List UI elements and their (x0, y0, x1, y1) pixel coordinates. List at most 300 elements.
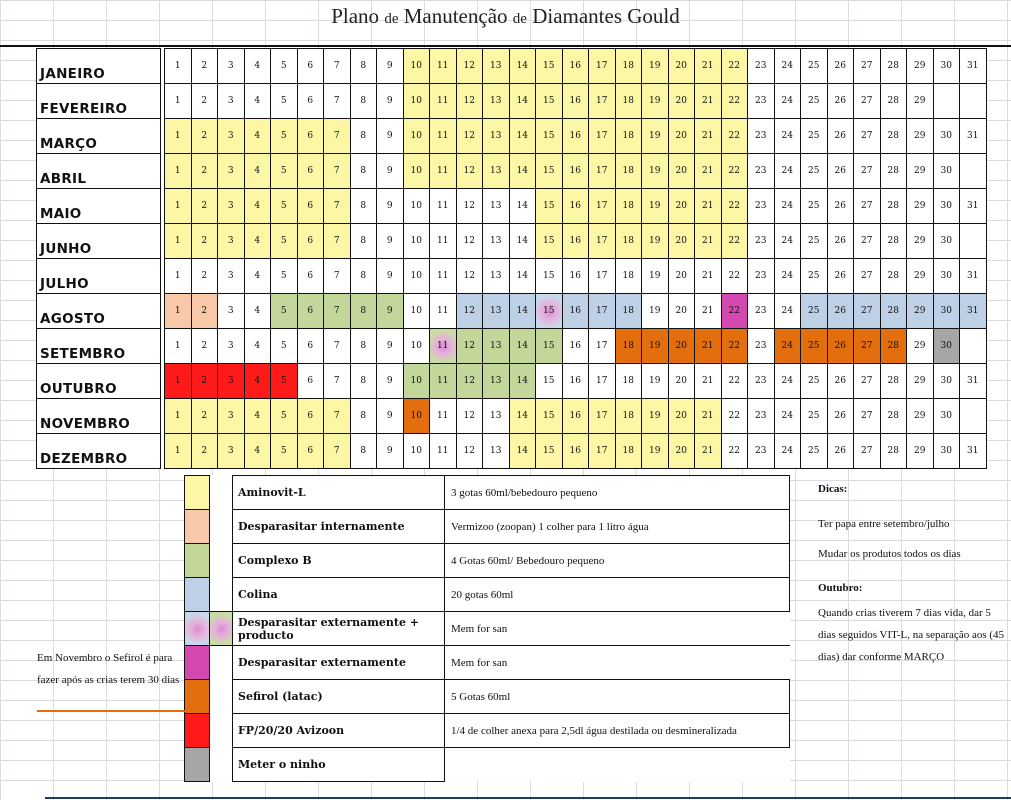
day-cell: 26 (827, 189, 854, 224)
day-cell: 6 (297, 224, 324, 259)
day-cell: 9 (377, 84, 404, 119)
day-cell: 5 (271, 259, 298, 294)
day-cell: 25 (801, 154, 828, 189)
day-cell: 20 (668, 259, 695, 294)
day-cell: 3 (218, 189, 245, 224)
title-word: Manutenção (403, 4, 508, 28)
day-cell: 20 (668, 434, 695, 469)
day-cell: 9 (377, 49, 404, 84)
day-cell: 1 (165, 154, 192, 189)
sefirol-side-note: Em Novembro o Sefirol é para fazer após as crias terem 30 dias (37, 652, 180, 686)
day-cell: 12 (456, 364, 483, 399)
legend-spacer (210, 578, 233, 612)
day-cell: 11 (430, 434, 457, 469)
day-cell: 27 (854, 294, 881, 329)
day-cell: 23 (748, 84, 775, 119)
day-cell: 16 (562, 224, 589, 259)
legend-swatch-desparasitar-int (185, 510, 210, 544)
day-cell: 14 (509, 119, 536, 154)
day-cell: 19 (642, 434, 669, 469)
day-cell: 31 (960, 364, 987, 399)
day-cell: 23 (748, 399, 775, 434)
legend-label: Colina (233, 578, 445, 612)
day-cell: 23 (748, 294, 775, 329)
day-cell: 21 (695, 364, 722, 399)
legend-desc: 20 gotas 60ml (445, 578, 790, 612)
day-cell: 11 (430, 84, 457, 119)
legend-row (185, 612, 790, 646)
title-word: Diamantes Gould (532, 4, 680, 28)
day-cell: 28 (880, 189, 907, 224)
day-cell: 9 (377, 329, 404, 364)
day-cell: 7 (324, 224, 351, 259)
day-cell: 5 (271, 364, 298, 399)
day-cell: 18 (615, 364, 642, 399)
day-cell: 4 (244, 84, 271, 119)
month-label: SETEMBRO (37, 329, 161, 364)
legend-label: Desparasitar internamente (233, 510, 445, 544)
day-cell: 3 (218, 259, 245, 294)
day-cell: 29 (907, 84, 934, 119)
day-cell: 29 (907, 434, 934, 469)
day-cell: 15 (536, 294, 563, 329)
day-cell: 9 (377, 294, 404, 329)
day-cell: 9 (377, 224, 404, 259)
day-cell: 12 (456, 49, 483, 84)
day-cell: 9 (377, 189, 404, 224)
day-cell: 11 (430, 154, 457, 189)
legend-swatch-colina (185, 578, 210, 612)
legend-empty (445, 748, 790, 782)
legend-row (185, 544, 790, 578)
day-cell: 25 (801, 329, 828, 364)
day-cell: 14 (509, 224, 536, 259)
day-cell: 16 (562, 119, 589, 154)
day-cell: 10 (403, 49, 430, 84)
day-cell: 3 (218, 364, 245, 399)
day-cell: 8 (350, 364, 377, 399)
day-cell: 22 (721, 329, 748, 364)
day-cell: 2 (191, 364, 218, 399)
day-cell: 27 (854, 364, 881, 399)
day-cell: 8 (350, 399, 377, 434)
legend-swatch-aminovit (185, 476, 210, 510)
day-cell: 14 (509, 259, 536, 294)
day-cell: 5 (271, 189, 298, 224)
tip-item: Ter papa entre setembro/julho (818, 518, 950, 530)
day-cell: 28 (880, 399, 907, 434)
day-cell: 17 (589, 259, 616, 294)
day-cell: 14 (509, 434, 536, 469)
day-cell: 18 (615, 49, 642, 84)
day-cell: 22 (721, 119, 748, 154)
day-cell: 1 (165, 224, 192, 259)
day-cell: 10 (403, 84, 430, 119)
day-cell: 1 (165, 364, 192, 399)
side-note-underline (37, 710, 185, 712)
day-cell: 7 (324, 399, 351, 434)
day-cell: 6 (297, 364, 324, 399)
legend-spacer (210, 476, 233, 510)
day-cell: 12 (456, 434, 483, 469)
day-cell: 5 (271, 49, 298, 84)
day-cell: 9 (377, 154, 404, 189)
day-cell: 13 (483, 434, 510, 469)
day-cell: 2 (191, 49, 218, 84)
day-cell: 2 (191, 294, 218, 329)
legend-row (185, 476, 790, 510)
calendar-row (37, 49, 987, 84)
day-cell: 5 (271, 154, 298, 189)
day-cell: 1 (165, 189, 192, 224)
day-cell: 15 (536, 434, 563, 469)
day-cell: 21 (695, 434, 722, 469)
day-cell: 17 (589, 364, 616, 399)
day-cell: 27 (854, 329, 881, 364)
legend-table (184, 475, 790, 782)
day-cell: 26 (827, 154, 854, 189)
day-cell: 13 (483, 329, 510, 364)
day-cell: 10 (403, 364, 430, 399)
day-cell: 18 (615, 119, 642, 154)
day-cell: 28 (880, 294, 907, 329)
day-cell: 16 (562, 364, 589, 399)
day-cell: 7 (324, 434, 351, 469)
day-cell: 2 (191, 434, 218, 469)
day-cell: 1 (165, 49, 192, 84)
day-cell: 27 (854, 119, 881, 154)
day-cell: 24 (774, 119, 801, 154)
day-cell: 19 (642, 364, 669, 399)
day-cell: 31 (960, 294, 987, 329)
calendar-row (37, 399, 987, 434)
day-cell: 4 (244, 399, 271, 434)
day-cell: 8 (350, 434, 377, 469)
day-cell: 19 (642, 259, 669, 294)
day-cell: 1 (165, 84, 192, 119)
day-cell: 18 (615, 84, 642, 119)
day-cell: 7 (324, 189, 351, 224)
day-cell: 19 (642, 84, 669, 119)
day-cell: 27 (854, 399, 881, 434)
legend-label: FP/20/20 Avizoon (233, 714, 445, 748)
day-cell: 21 (695, 49, 722, 84)
day-cell: 18 (615, 154, 642, 189)
day-cell: 27 (854, 224, 881, 259)
day-cell: 2 (191, 259, 218, 294)
day-cell: 25 (801, 224, 828, 259)
day-cell: 6 (297, 434, 324, 469)
day-cell: 20 (668, 294, 695, 329)
day-cell: 26 (827, 84, 854, 119)
day-cell: 11 (430, 294, 457, 329)
day-cell: 13 (483, 399, 510, 434)
day-cell: 27 (854, 49, 881, 84)
day-cell: 7 (324, 154, 351, 189)
day-cell: 15 (536, 154, 563, 189)
month-label: MAIO (37, 189, 161, 224)
month-label: NOVEMBRO (37, 399, 161, 434)
day-cell: 29 (907, 364, 934, 399)
top-divider (0, 45, 1011, 47)
day-cell: 26 (827, 399, 854, 434)
day-cell: 8 (350, 49, 377, 84)
day-cell: 4 (244, 119, 271, 154)
maintenance-calendar (36, 48, 987, 469)
day-cell: 30 (933, 119, 960, 154)
legend-label: Complexo B (233, 544, 445, 578)
day-cell: 21 (695, 259, 722, 294)
legend-spacer (210, 646, 233, 680)
day-cell: 18 (615, 294, 642, 329)
day-cell: 7 (324, 294, 351, 329)
legend-label: Meter o ninho (233, 748, 445, 782)
day-cell: 25 (801, 259, 828, 294)
day-cell: 24 (774, 49, 801, 84)
day-cell: 13 (483, 294, 510, 329)
day-cell: 17 (589, 399, 616, 434)
day-cell: 10 (403, 119, 430, 154)
legend-desc: 1/4 de colher anexa para 2,5dl água destilada ou desmineralizada (445, 714, 790, 748)
day-cell: 4 (244, 49, 271, 84)
day-cell: 17 (589, 224, 616, 259)
day-cell: 19 (642, 189, 669, 224)
october-title: Outubro: (818, 582, 863, 594)
day-cell: 23 (748, 329, 775, 364)
legend-label: Desparasitar externamente + producto (233, 612, 445, 646)
day-cell (960, 224, 987, 259)
day-cell: 30 (933, 189, 960, 224)
day-cell: 31 (960, 434, 987, 469)
day-cell: 26 (827, 364, 854, 399)
day-cell: 10 (403, 224, 430, 259)
legend-spacer (210, 680, 233, 714)
day-cell: 28 (880, 259, 907, 294)
month-label: ABRIL (37, 154, 161, 189)
day-cell: 30 (933, 399, 960, 434)
day-cell: 30 (933, 294, 960, 329)
day-cell: 2 (191, 154, 218, 189)
day-cell: 18 (615, 224, 642, 259)
day-cell: 10 (403, 189, 430, 224)
day-cell: 18 (615, 329, 642, 364)
day-cell: 30 (933, 49, 960, 84)
day-cell: 24 (774, 364, 801, 399)
day-cell: 6 (297, 119, 324, 154)
day-cell: 6 (297, 294, 324, 329)
day-cell: 28 (880, 329, 907, 364)
day-cell: 12 (456, 84, 483, 119)
day-cell: 12 (456, 224, 483, 259)
calendar-row (37, 119, 987, 154)
day-cell: 6 (297, 399, 324, 434)
day-cell: 10 (403, 329, 430, 364)
day-cell: 17 (589, 119, 616, 154)
day-cell: 31 (960, 49, 987, 84)
day-cell: 19 (642, 49, 669, 84)
day-cell: 6 (297, 189, 324, 224)
day-cell: 22 (721, 189, 748, 224)
day-cell: 25 (801, 119, 828, 154)
day-cell: 20 (668, 189, 695, 224)
day-cell: 20 (668, 154, 695, 189)
day-cell: 26 (827, 49, 854, 84)
day-cell: 3 (218, 49, 245, 84)
legend-desc: Vermizoo (zoopan) 1 colher para 1 litro água (445, 510, 790, 544)
day-cell: 10 (403, 294, 430, 329)
day-cell: 26 (827, 329, 854, 364)
tips-title: Dicas: (818, 483, 848, 495)
day-cell: 1 (165, 434, 192, 469)
day-cell: 22 (721, 399, 748, 434)
day-cell: 4 (244, 364, 271, 399)
day-cell: 11 (430, 399, 457, 434)
month-label: DEZEMBRO (37, 434, 161, 469)
day-cell: 5 (271, 434, 298, 469)
day-cell: 23 (748, 154, 775, 189)
day-cell: 21 (695, 224, 722, 259)
day-cell: 6 (297, 329, 324, 364)
day-cell: 29 (907, 224, 934, 259)
day-cell: 20 (668, 399, 695, 434)
day-cell: 13 (483, 259, 510, 294)
day-cell: 29 (907, 399, 934, 434)
day-cell: 23 (748, 189, 775, 224)
day-cell: 21 (695, 119, 722, 154)
day-cell: 12 (456, 294, 483, 329)
day-cell: 5 (271, 399, 298, 434)
day-cell: 3 (218, 84, 245, 119)
day-cell: 28 (880, 119, 907, 154)
day-cell: 25 (801, 294, 828, 329)
day-cell: 24 (774, 434, 801, 469)
day-cell: 13 (483, 224, 510, 259)
day-cell: 21 (695, 189, 722, 224)
day-cell: 27 (854, 434, 881, 469)
day-cell: 6 (297, 154, 324, 189)
day-cell: 3 (218, 329, 245, 364)
day-cell: 30 (933, 259, 960, 294)
day-cell: 12 (456, 399, 483, 434)
day-cell: 1 (165, 399, 192, 434)
month-label: FEVEREIRO (37, 84, 161, 119)
day-cell: 29 (907, 119, 934, 154)
day-cell: 28 (880, 434, 907, 469)
day-cell: 6 (297, 259, 324, 294)
day-cell: 17 (589, 49, 616, 84)
day-cell: 24 (774, 294, 801, 329)
day-cell: 4 (244, 329, 271, 364)
day-cell: 13 (483, 49, 510, 84)
day-cell: 7 (324, 364, 351, 399)
day-cell: 17 (589, 189, 616, 224)
day-cell: 23 (748, 49, 775, 84)
day-cell (933, 84, 960, 119)
day-cell: 30 (933, 154, 960, 189)
day-cell: 16 (562, 84, 589, 119)
day-cell: 31 (960, 119, 987, 154)
day-cell: 29 (907, 329, 934, 364)
day-cell: 8 (350, 119, 377, 154)
day-cell: 1 (165, 119, 192, 154)
legend-swatch-fp (185, 714, 210, 748)
day-cell: 16 (562, 399, 589, 434)
day-cell: 2 (191, 399, 218, 434)
day-cell: 12 (456, 189, 483, 224)
day-cell: 28 (880, 154, 907, 189)
day-cell: 20 (668, 329, 695, 364)
day-cell: 4 (244, 189, 271, 224)
day-cell: 14 (509, 189, 536, 224)
day-cell: 4 (244, 434, 271, 469)
day-cell: 10 (403, 399, 430, 434)
day-cell: 12 (456, 154, 483, 189)
legend-spacer (210, 714, 233, 748)
calendar-row (37, 84, 987, 119)
day-cell: 21 (695, 399, 722, 434)
legend-label: Aminovit-L (233, 476, 445, 510)
day-cell: 14 (509, 294, 536, 329)
day-cell: 17 (589, 434, 616, 469)
day-cell: 3 (218, 434, 245, 469)
legend-swatch-complexo-b (185, 544, 210, 578)
calendar-row (37, 294, 987, 329)
day-cell: 17 (589, 154, 616, 189)
day-cell: 22 (721, 84, 748, 119)
day-cell: 15 (536, 49, 563, 84)
day-cell: 12 (456, 119, 483, 154)
day-cell: 21 (695, 84, 722, 119)
day-cell: 13 (483, 189, 510, 224)
day-cell: 8 (350, 294, 377, 329)
day-cell: 4 (244, 259, 271, 294)
title-word: de (512, 11, 527, 27)
day-cell: 15 (536, 399, 563, 434)
day-cell: 9 (377, 434, 404, 469)
day-cell: 5 (271, 224, 298, 259)
day-cell: 27 (854, 154, 881, 189)
day-cell: 24 (774, 84, 801, 119)
day-cell: 11 (430, 329, 457, 364)
calendar-row (37, 434, 987, 469)
day-cell: 26 (827, 294, 854, 329)
month-label: MARÇO (37, 119, 161, 154)
day-cell: 30 (933, 224, 960, 259)
title-word: de (384, 11, 399, 27)
day-cell: 16 (562, 189, 589, 224)
month-label: JANEIRO (37, 49, 161, 84)
day-cell: 19 (642, 224, 669, 259)
day-cell: 22 (721, 294, 748, 329)
day-cell: 8 (350, 189, 377, 224)
day-cell: 28 (880, 224, 907, 259)
day-cell: 21 (695, 294, 722, 329)
day-cell: 11 (430, 259, 457, 294)
day-cell: 22 (721, 259, 748, 294)
legend-label: Desparasitar externamente (233, 646, 445, 680)
day-cell: 15 (536, 84, 563, 119)
day-cell: 16 (562, 259, 589, 294)
day-cell: 18 (615, 259, 642, 294)
month-label: OUTUBRO (37, 364, 161, 399)
day-cell: 19 (642, 119, 669, 154)
legend-swatch-mix-complexo (210, 612, 233, 646)
calendar-row (37, 259, 987, 294)
day-cell: 26 (827, 224, 854, 259)
day-cell: 22 (721, 364, 748, 399)
day-cell: 8 (350, 154, 377, 189)
day-cell: 2 (191, 189, 218, 224)
